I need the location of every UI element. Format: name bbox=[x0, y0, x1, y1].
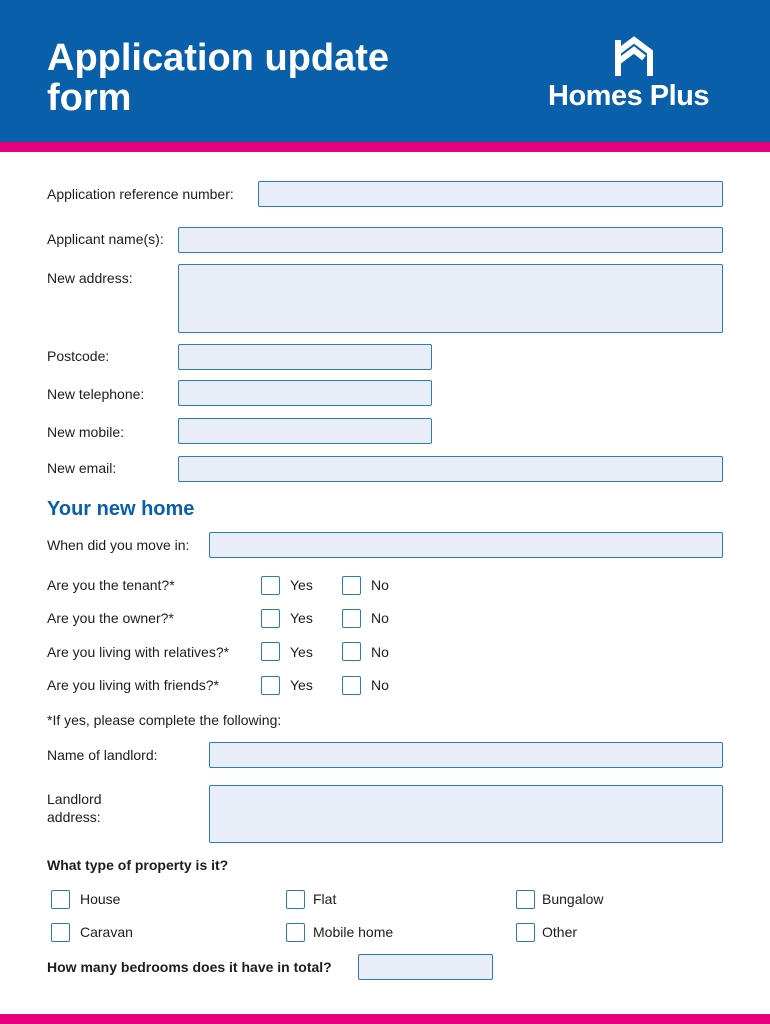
applicant-label: Applicant name(s): bbox=[47, 231, 164, 247]
other-checkbox[interactable] bbox=[516, 923, 535, 942]
relatives-yes-checkbox[interactable] bbox=[261, 642, 280, 661]
tenant-no-checkbox[interactable] bbox=[342, 576, 361, 595]
bungalow-label: Bungalow bbox=[542, 891, 604, 907]
address-label: New address: bbox=[47, 270, 133, 286]
page-title: Application update form bbox=[47, 37, 389, 119]
friends-no-label: No bbox=[371, 677, 389, 693]
house-checkbox[interactable] bbox=[51, 890, 70, 909]
tenant-no-label: No bbox=[371, 577, 389, 593]
email-label: New email: bbox=[47, 460, 117, 476]
landlord-address-field[interactable] bbox=[209, 785, 723, 843]
relatives-yes-label: Yes bbox=[290, 644, 313, 660]
property-type-question: What type of property is it? bbox=[47, 857, 229, 873]
owner-question: Are you the owner?* bbox=[47, 610, 174, 626]
relatives-question: Are you living with relatives?* bbox=[47, 644, 230, 660]
moved-in-label: When did you move in: bbox=[47, 537, 190, 553]
bungalow-checkbox[interactable] bbox=[516, 890, 535, 909]
reference-number-field[interactable] bbox=[258, 181, 723, 207]
friends-yes-checkbox[interactable] bbox=[261, 676, 280, 695]
landlord-name-label: Name of landlord: bbox=[47, 747, 158, 763]
bedrooms-field[interactable] bbox=[358, 954, 493, 980]
friends-question: Are you living with friends?* bbox=[47, 677, 219, 693]
house-icon bbox=[610, 36, 658, 78]
move-in-date-field[interactable] bbox=[209, 532, 723, 558]
mobile-home-label: Mobile home bbox=[313, 924, 394, 940]
landlord-name-field[interactable] bbox=[209, 742, 723, 768]
landlord-address-label: Landlord address: bbox=[47, 791, 102, 825]
applicant-name-field[interactable] bbox=[178, 227, 723, 253]
telephone-label: New telephone: bbox=[47, 386, 145, 402]
relatives-no-label: No bbox=[371, 644, 389, 660]
tenant-question: Are you the tenant?* bbox=[47, 577, 175, 593]
mobile-home-checkbox[interactable] bbox=[286, 923, 305, 942]
tenant-yes-checkbox[interactable] bbox=[261, 576, 280, 595]
caravan-checkbox[interactable] bbox=[51, 923, 70, 942]
homes-plus-logo bbox=[548, 36, 728, 116]
telephone-field[interactable] bbox=[178, 380, 432, 406]
footer-accent-stripe bbox=[0, 1014, 770, 1024]
new-address-field[interactable] bbox=[178, 264, 723, 333]
if-yes-note: *If yes, please complete the following: bbox=[47, 712, 282, 728]
owner-no-label: No bbox=[371, 610, 389, 626]
postcode-field[interactable] bbox=[178, 344, 432, 370]
owner-yes-label: Yes bbox=[290, 610, 313, 626]
friends-no-checkbox[interactable] bbox=[342, 676, 361, 695]
house-label: House bbox=[80, 891, 121, 907]
mobile-label: New mobile: bbox=[47, 424, 125, 440]
tenant-yes-label: Yes bbox=[290, 577, 313, 593]
section-title-new-home: Your new home bbox=[47, 498, 195, 520]
email-field[interactable] bbox=[178, 456, 723, 482]
postcode-label: Postcode: bbox=[47, 348, 110, 364]
other-label: Other bbox=[542, 924, 578, 940]
page-header bbox=[0, 0, 770, 142]
bedrooms-question: How many bedrooms does it have in total? bbox=[47, 959, 332, 975]
mobile-field[interactable] bbox=[178, 418, 432, 444]
flat-label: Flat bbox=[313, 891, 337, 907]
relatives-no-checkbox[interactable] bbox=[342, 642, 361, 661]
logo-text: Homes Plus bbox=[548, 80, 709, 112]
owner-no-checkbox[interactable] bbox=[342, 609, 361, 628]
friends-yes-label: Yes bbox=[290, 677, 313, 693]
reference-label: Application reference number: bbox=[47, 186, 234, 202]
owner-yes-checkbox[interactable] bbox=[261, 609, 280, 628]
header-accent-stripe bbox=[0, 142, 770, 152]
flat-checkbox[interactable] bbox=[286, 890, 305, 909]
caravan-label: Caravan bbox=[80, 924, 133, 940]
